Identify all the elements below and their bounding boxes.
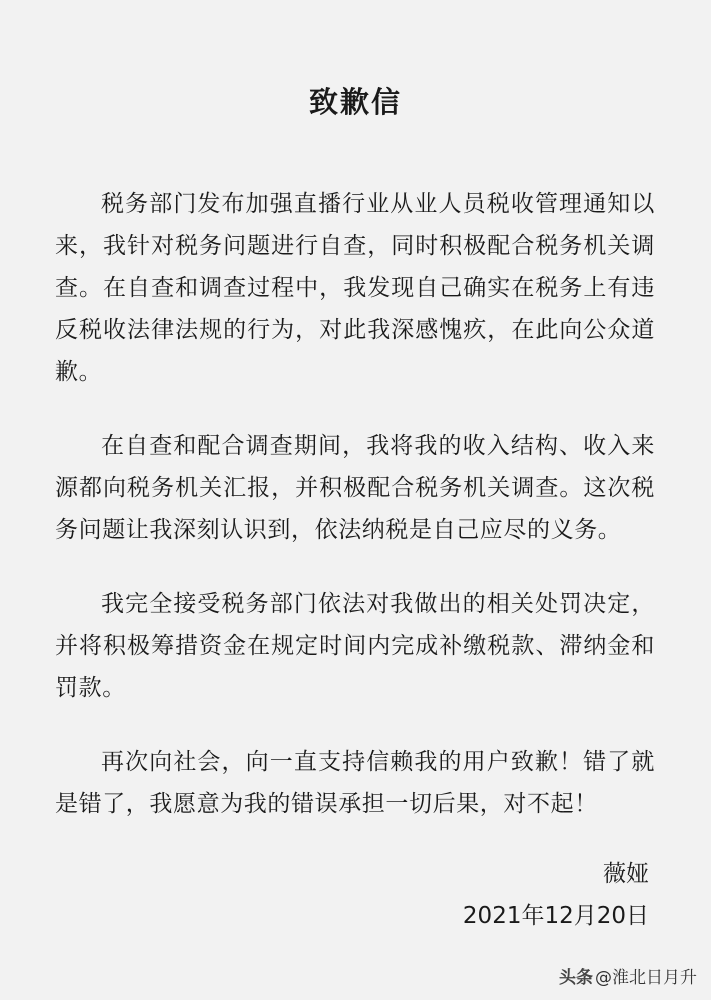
watermark-handle: @淮北日月升 — [595, 968, 697, 988]
watermark — [559, 963, 697, 988]
signature-date: 2021年12月20日 — [462, 903, 649, 929]
letter-title: 致歉信 — [308, 85, 402, 119]
letter-paragraph-3: 我完全接受税务部门依法对我做出的相关处罚决定，并将积极筹措资金在规定时间内完成补缴税款、滞纳金和罚款。 — [55, 591, 655, 701]
signature-name: 薇娅 — [603, 861, 649, 887]
toutiao-logo: 头条 — [559, 968, 593, 988]
letter-paragraph-4: 再次向社会，向一直支持信赖我的用户致歉！错了就是错了，我愿意为我的错误承担一切后果，对不起！ — [55, 749, 655, 817]
signature-block — [463, 853, 649, 937]
letter-paragraph-1: 税务部门发布加强直播行业从业人员税收管理通知以来，我针对税务问题进行自查，同时积极配合税务机关调查。在自查和调查过程中，我发现自己确实在税务上有违反税收法律法规的行为，对此我深感愧疚，在此向公众道歉。 — [55, 191, 655, 385]
letter-paragraph-2: 在自查和配合调查期间，我将我的收入结构、收入来源都向税务机关汇报，并积极配合税务机关调查。这次税务问题让我深刻认识到，依法纳税是自己应尽的义务。 — [55, 433, 655, 543]
letter-body — [55, 183, 655, 857]
